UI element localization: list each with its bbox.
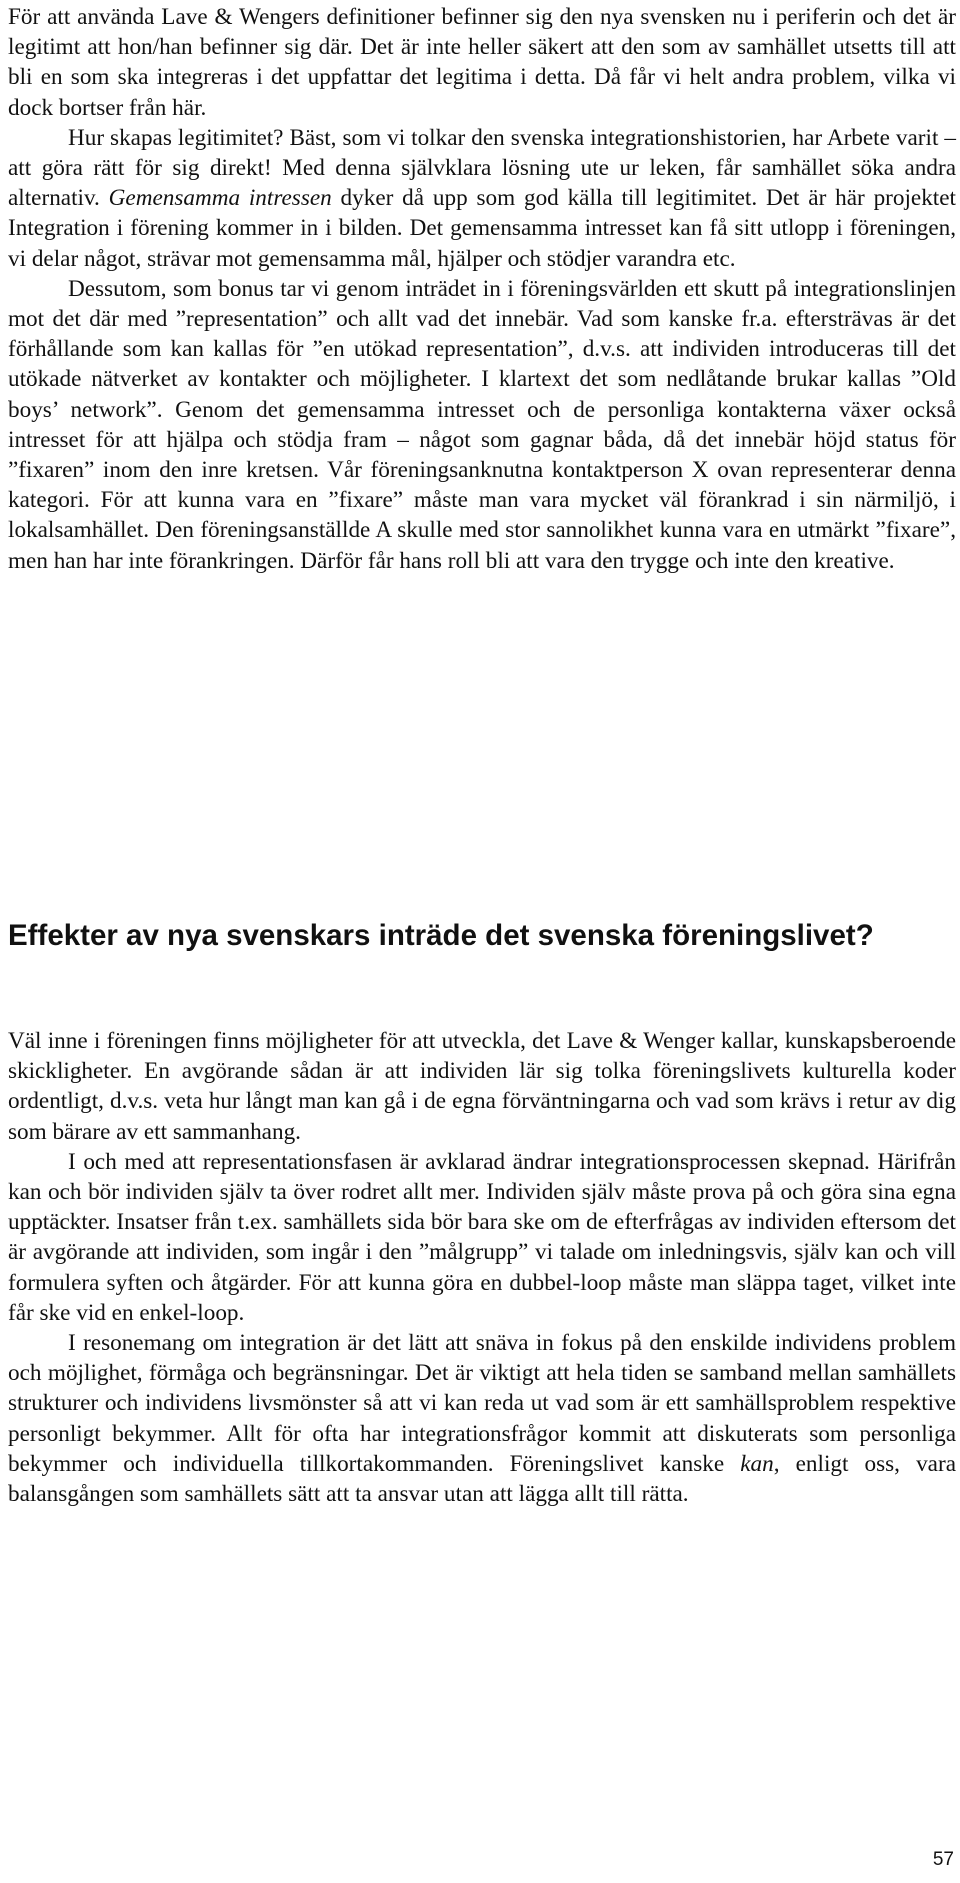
page-number: 57 [932, 1849, 954, 1870]
paragraph: I och med att representationsfasen är avklarad ändrar integrationsprocessen skepnad. Härifrån kan och bör individen själv ta över rodret allt mer. Individen själv måste prova på och göra sina egna upptäckter. Insatser från t.ex. samhällets sida bör bara ske om de efterfrågas av individen eftersom det är avgörande att individen, som ingår i den ”målgrupp” vi talade om inledningsvis, själv kan och vill formulera syften och åtgärder. För att kunna göra en dubbel-loop måste man släppa taget, vilket inte får ske vid en enkel-loop. [8, 1148, 956, 1326]
paragraph: För att använda Lave & Wengers definitioner befinner sig den nya svensken nu i periferin och det är legitimt att hon/han befinner sig där. Det är inte heller säkert att den som av samhället utsetts till att bli en som ska integreras i det uppfattar det legitima i detta. Då får vi helt andra problem, vilka vi dock bortser från här. [8, 4, 956, 121]
paragraph [8, 123, 956, 274]
paragraph-text: Hur skapas legitimitet? Bäst, som vi tolkar den svenska integrationshistorien, har Arbete varit – att göra rätt för sig direkt! Med denna självklara lösning ute ur leken, får samhället söka andra alternativ. [8, 124, 956, 212]
paragraph-text: dyker då upp som god källa till legitimitet. Det är här projektet Integration i förening kommer in i bilden. Det gemensamma intresset kan få sitt utlopp i föreningen, vi delar något, strävar mot gemensamma mål, hjälper och stödjer varandra etc. [8, 185, 956, 272]
section-before-heading [8, 2, 956, 576]
emphasis-text: Gemensamma intressen [108, 185, 332, 212]
paragraph: Dessutom, som bonus tar vi genom inträdet in i föreningsvärlden ett skutt på integrationslinjen mot det där med ”representation” och allt vad det innebär. Vad som kanske fr.a. eftersträvas är det förhållande som kan kallas för ”en utökad representation”, d.v.s. att individen introduceras till det utökade nätverket av kontakter och möjligheter. I klartext det som nedlåtande brukar kallas ”Old boys’ network”. Genom det gemensamma intresset och de personliga kontakterna växer också intresset för att hjälpa och stödja fram – något som gagnar båda, då det innebär höjd status för ”fixaren” inom den inre kretsen. Vår föreningsanknutna kontaktperson X ovan representerar denna kategori. För att kunna vara en ”fixare” måste man vara mycket väl förankrad i sin närmiljö, i lokalsamhället. Den föreningsanställde A skulle med stor sannolikhet kunna vara en utmärkt ”fixare”, men han har inte förankringen. Därför får hans roll bli att vara den trygge och inte den kreative. [8, 275, 956, 574]
paragraph-text: I resonemang om integration är det lätt att snäva in fokus på den enskilde individens problem och möjlighet, förmåga och begränsningar. Det är viktigt att hela tiden se samband mellan samhällets strukturer och individens livsmönster så att vi kan reda ut vad som är ett samhällsproblem respektive personligt bekymmer. Allt för ofta har integrationsfrågor kommit att diskuterats som personliga bekymmer och individuella tillkortakommanden. Föreningslivet kanske [8, 1330, 956, 1477]
emphasis-text: kan [740, 1450, 774, 1477]
section-heading: Effekter av nya svenskars inträde det svenska föreningslivet? [8, 919, 874, 952]
paragraph-text: , enligt oss, vara balansgången som samhällets sätt att ta ansvar utan att lägga allt till rätta. [8, 1450, 956, 1508]
paragraph [8, 1328, 956, 1509]
paragraph: Väl inne i föreningen finns möjligheter för att utveckla, det Lave & Wenger kallar, kunskapsberoende skickligheter. En avgörande sådan är att individen lär sig tolka föreningslivets kulturella koder ordentligt, d.v.s. veta hur långt man kan gå i de egna förväntningarna och vad som krävs i retur av dig som bärare av ett sammanhang. [8, 1028, 956, 1145]
section-after-heading [8, 1026, 956, 1509]
